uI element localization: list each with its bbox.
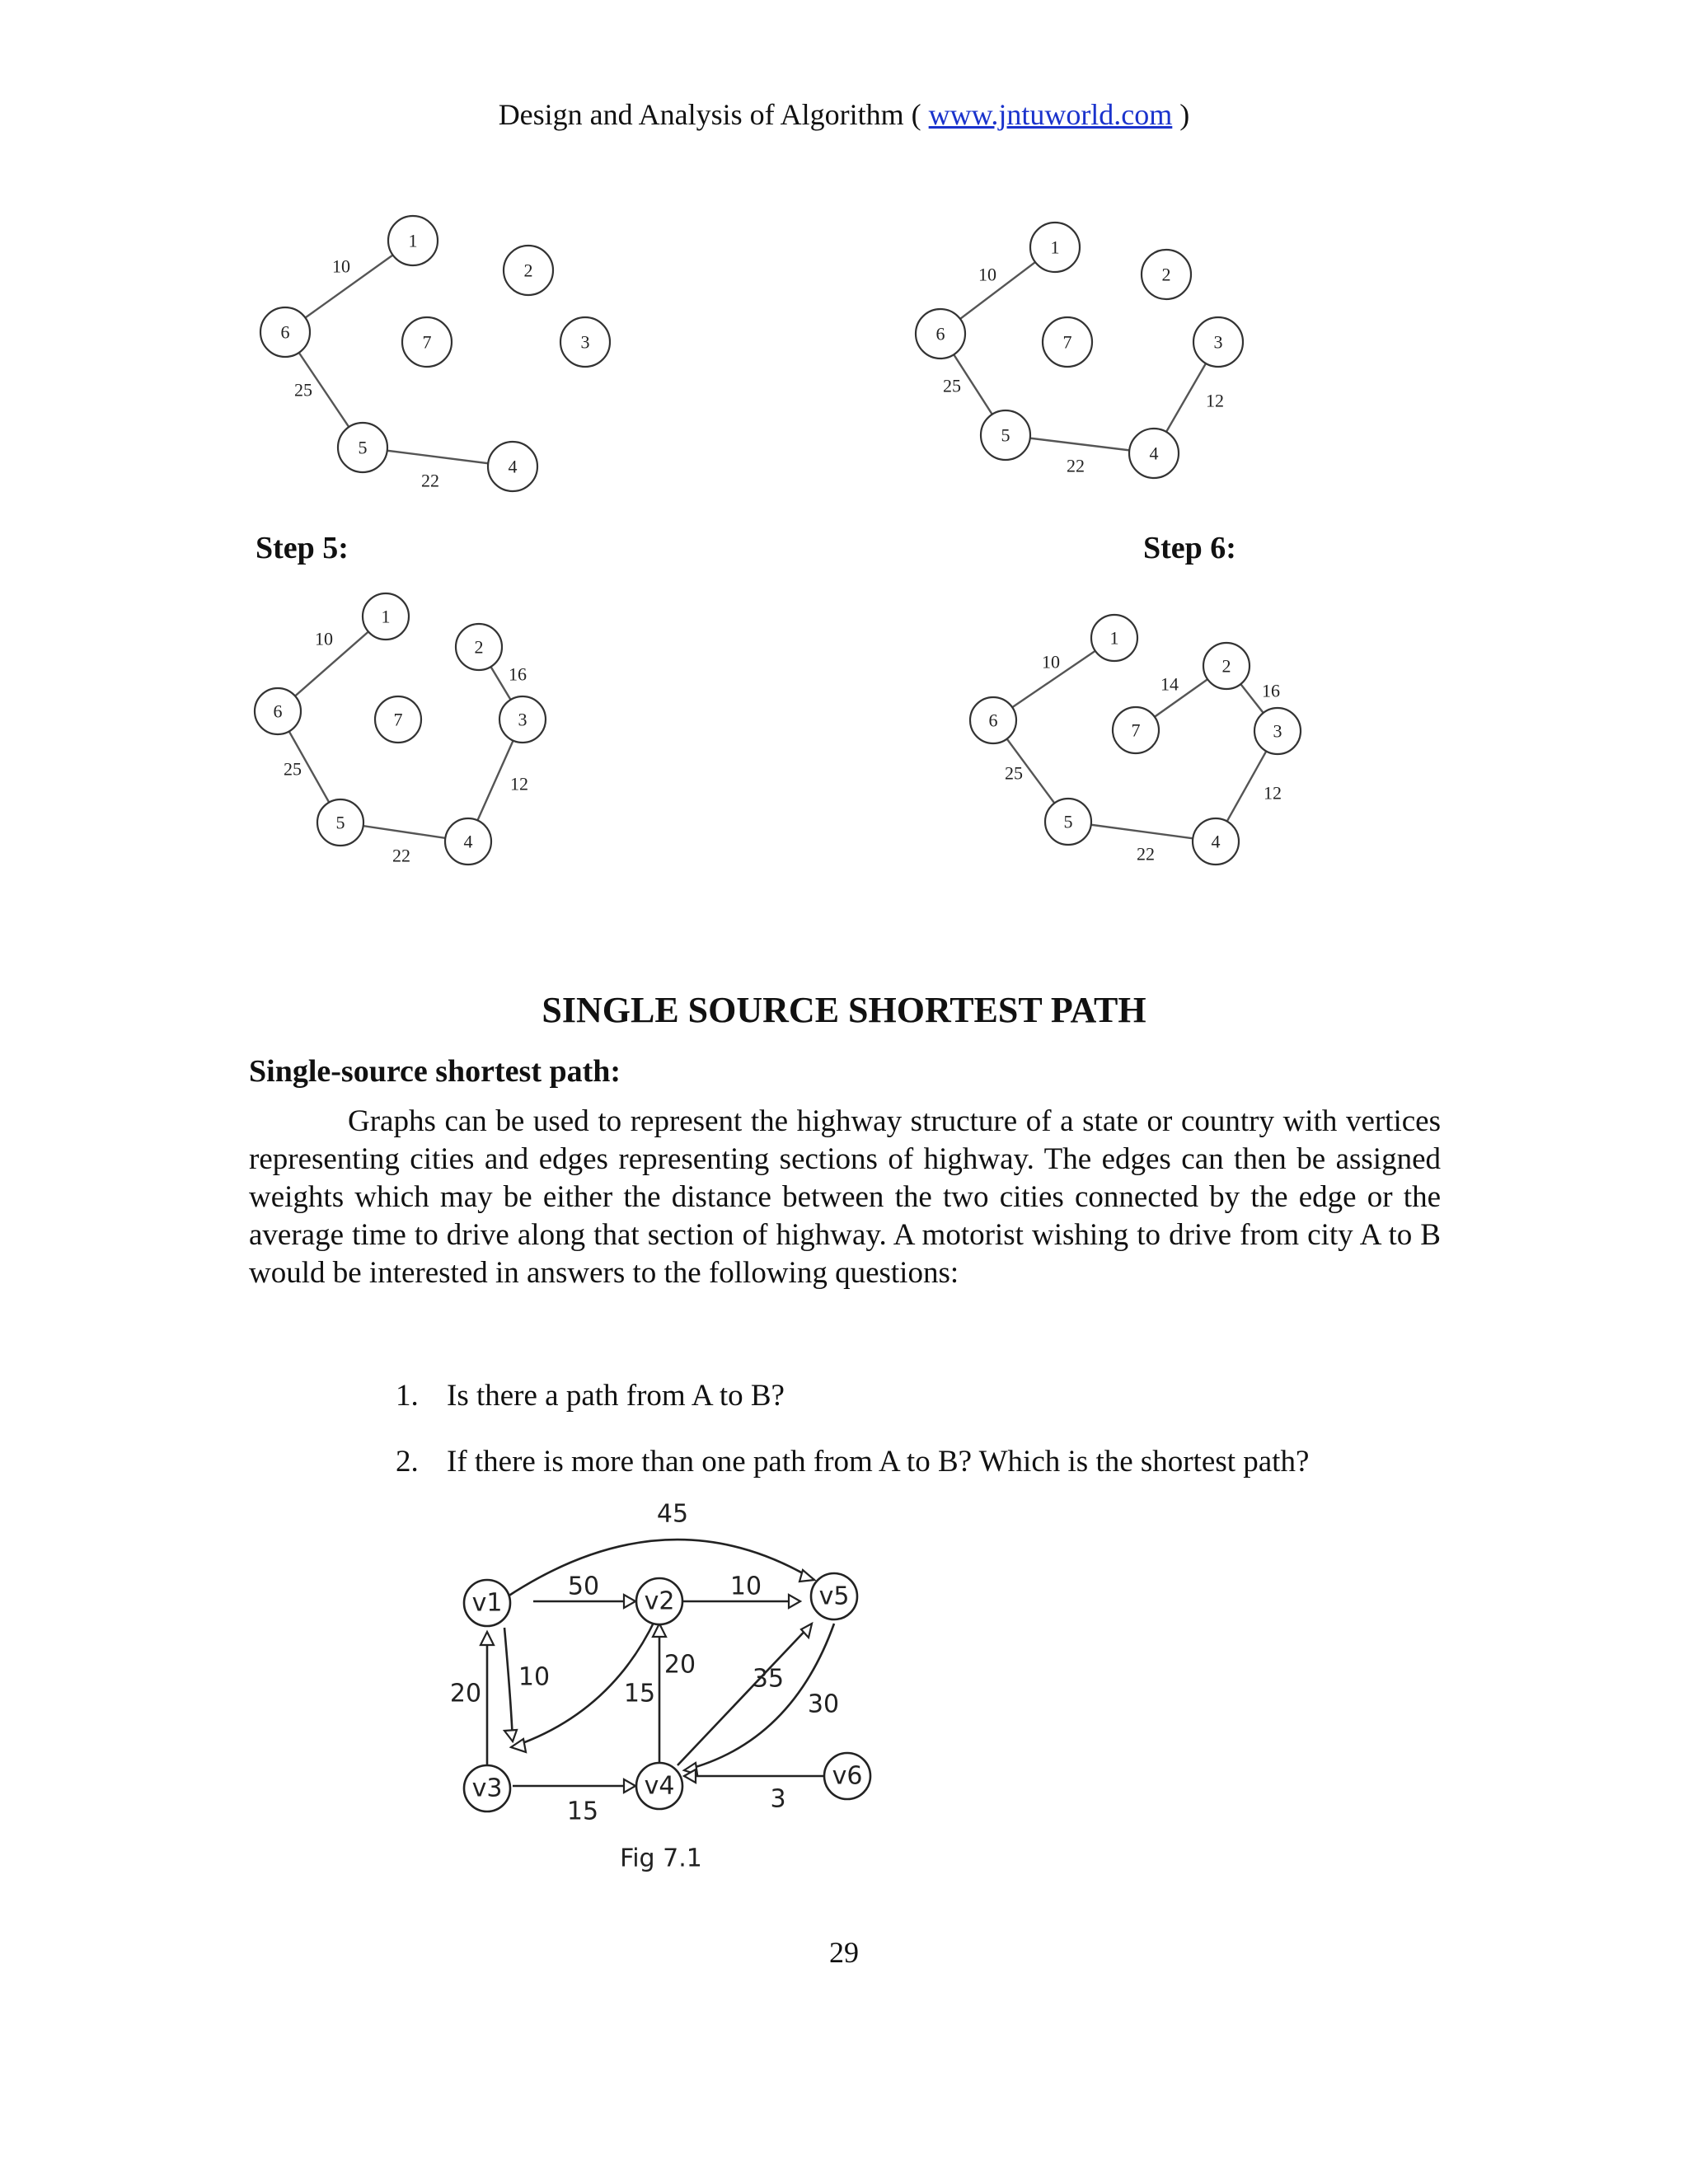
- node-2: [1142, 250, 1191, 299]
- weight-label: 10: [518, 1662, 551, 1692]
- weight-label: 3: [770, 1784, 786, 1814]
- edge-label: 25: [294, 379, 312, 401]
- node-6: [260, 307, 310, 357]
- graph-step-5: [247, 589, 552, 874]
- weight-label: 20: [449, 1679, 482, 1708]
- graph-step-6: [956, 610, 1319, 882]
- svg-text:3: 3: [1273, 720, 1282, 742]
- svg-text:2: 2: [1221, 655, 1231, 677]
- svg-text:6: 6: [273, 701, 283, 722]
- node-3: [499, 696, 546, 743]
- node-2: [456, 624, 502, 670]
- node-5: [338, 423, 387, 472]
- svg-text:5: 5: [1063, 811, 1073, 832]
- edge-label: 22: [1137, 843, 1155, 865]
- edge-label: 12: [510, 773, 528, 794]
- node-7: [1043, 317, 1092, 367]
- arrowhead: [799, 1570, 814, 1582]
- svg-text:1: 1: [408, 230, 418, 251]
- node-3: [560, 317, 610, 367]
- svg-text:v2: v2: [644, 1586, 675, 1616]
- node-1: [388, 216, 438, 265]
- question-item-1: [396, 1378, 785, 1413]
- edge-v1-v3: [504, 1628, 513, 1741]
- step-5-label: Step 5:: [256, 531, 349, 565]
- question-number: 1.: [396, 1379, 419, 1413]
- node-4: [1129, 429, 1179, 478]
- weight-label: 20: [663, 1650, 696, 1680]
- svg-text:v6: v6: [832, 1761, 863, 1791]
- question-text: Is there a path from A to B?: [447, 1379, 785, 1413]
- graph-step-b: [890, 214, 1269, 499]
- header-link[interactable]: www.jntuworld.com: [928, 98, 1173, 131]
- arrowhead: [801, 1624, 812, 1638]
- node-7: [1113, 707, 1159, 753]
- edge-label: 16: [509, 663, 527, 685]
- edge-label: 10: [315, 628, 333, 649]
- arrowhead: [624, 1595, 635, 1608]
- edge-label: 14: [1160, 673, 1179, 695]
- svg-text:v3: v3: [471, 1774, 503, 1803]
- node-7: [402, 317, 452, 367]
- edge-label: 12: [1264, 782, 1282, 804]
- question-number: 2.: [396, 1445, 419, 1479]
- arrowhead: [653, 1624, 666, 1637]
- page-header: [0, 97, 1688, 132]
- svg-text:1: 1: [1109, 627, 1119, 649]
- node-5: [1045, 799, 1091, 845]
- node-4: [1193, 818, 1239, 865]
- svg-text:6: 6: [988, 710, 998, 731]
- figure-7-1-graph: [445, 1496, 890, 1873]
- node-1: [1030, 223, 1080, 272]
- svg-text:7: 7: [1062, 331, 1072, 353]
- arrowhead: [624, 1779, 635, 1793]
- node-5: [981, 410, 1030, 460]
- edge-label: 22: [392, 845, 410, 866]
- weight-label: 15: [623, 1679, 656, 1708]
- question-item-2: [396, 1444, 1309, 1479]
- weight-label: 50: [567, 1572, 600, 1601]
- header-suffix: ): [1172, 98, 1190, 131]
- node-6: [916, 309, 965, 359]
- svg-text:v5: v5: [818, 1582, 850, 1611]
- header-title: Design and Analysis of Algorithm (: [498, 98, 929, 131]
- graph-step-a: [247, 210, 590, 499]
- svg-text:3: 3: [1213, 331, 1223, 353]
- svg-text:1: 1: [1050, 237, 1060, 258]
- svg-text:v4: v4: [644, 1771, 675, 1801]
- node-5: [317, 799, 363, 846]
- node-3: [1254, 708, 1301, 754]
- node-6: [970, 697, 1016, 743]
- svg-text:1: 1: [381, 606, 391, 627]
- question-text: If there is more than one path from A to B? Which is the shortest path?: [447, 1445, 1310, 1479]
- node-4: [488, 442, 537, 491]
- svg-text:5: 5: [1001, 424, 1010, 446]
- arrowhead: [504, 1730, 517, 1741]
- weight-label: 10: [729, 1572, 762, 1601]
- edge-label: 10: [332, 255, 350, 277]
- section-subtitle: Single-source shortest path:: [249, 1054, 621, 1089]
- weight-label: 35: [752, 1664, 785, 1694]
- edge-label: 25: [1005, 762, 1023, 784]
- node-2: [504, 246, 553, 295]
- edge-label: 25: [284, 758, 302, 780]
- step-6-label: Step 6:: [1143, 531, 1236, 565]
- edge-label: 10: [1042, 651, 1060, 673]
- node-v6: [824, 1753, 870, 1799]
- weight-label: 15: [566, 1797, 599, 1826]
- arrowhead: [481, 1632, 494, 1645]
- section-title: SINGLE SOURCE SHORTEST PATH: [542, 990, 1146, 1030]
- node-7: [375, 696, 421, 743]
- page-number: 29: [829, 1936, 859, 1969]
- svg-text:3: 3: [518, 709, 528, 730]
- intro-paragraph: Graphs can be used to represent the highway structure of a state or country with vertices representing cities and edges representing sections of highway. The edges can then be assigned weights which may be either the distance between the two cities connected by the edge or the average time to drive along that section of highway. A motorist wishing to drive from city A to B would be interested in answers to the following questions:: [249, 1104, 1441, 1290]
- node-v4: [636, 1763, 682, 1809]
- svg-text:7: 7: [422, 331, 432, 353]
- weight-label: 30: [807, 1690, 840, 1719]
- svg-text:4: 4: [463, 831, 473, 852]
- node-v2: [636, 1578, 682, 1624]
- edge-label: 16: [1262, 680, 1280, 701]
- edge-label: 10: [978, 264, 996, 285]
- svg-text:7: 7: [393, 709, 403, 730]
- node-v5: [811, 1573, 857, 1619]
- node-v3: [464, 1765, 510, 1811]
- node-3: [1193, 317, 1243, 367]
- edge-label: 25: [943, 375, 961, 396]
- figure-caption: Fig 7.1: [620, 1844, 702, 1873]
- svg-text:4: 4: [1149, 443, 1159, 464]
- node-2: [1203, 643, 1250, 689]
- svg-text:4: 4: [508, 456, 518, 477]
- edge-label: 22: [421, 470, 439, 491]
- node-6: [255, 688, 301, 734]
- node-1: [363, 593, 409, 640]
- svg-text:6: 6: [280, 321, 290, 343]
- svg-text:2: 2: [523, 260, 533, 281]
- svg-text:2: 2: [474, 636, 484, 658]
- node-1: [1091, 615, 1137, 661]
- svg-text:7: 7: [1131, 719, 1141, 741]
- edge-label: 22: [1067, 455, 1085, 476]
- node-v1: [464, 1580, 510, 1626]
- svg-text:5: 5: [335, 812, 345, 833]
- svg-text:2: 2: [1161, 264, 1171, 285]
- svg-text:6: 6: [935, 323, 945, 344]
- svg-text:v1: v1: [471, 1588, 503, 1618]
- node-4: [445, 818, 491, 865]
- weight-label: 45: [656, 1499, 689, 1529]
- arrowhead: [789, 1595, 800, 1608]
- svg-text:5: 5: [358, 437, 368, 458]
- svg-text:3: 3: [580, 331, 590, 353]
- svg-text:4: 4: [1211, 831, 1221, 852]
- edge-label: 12: [1206, 390, 1224, 411]
